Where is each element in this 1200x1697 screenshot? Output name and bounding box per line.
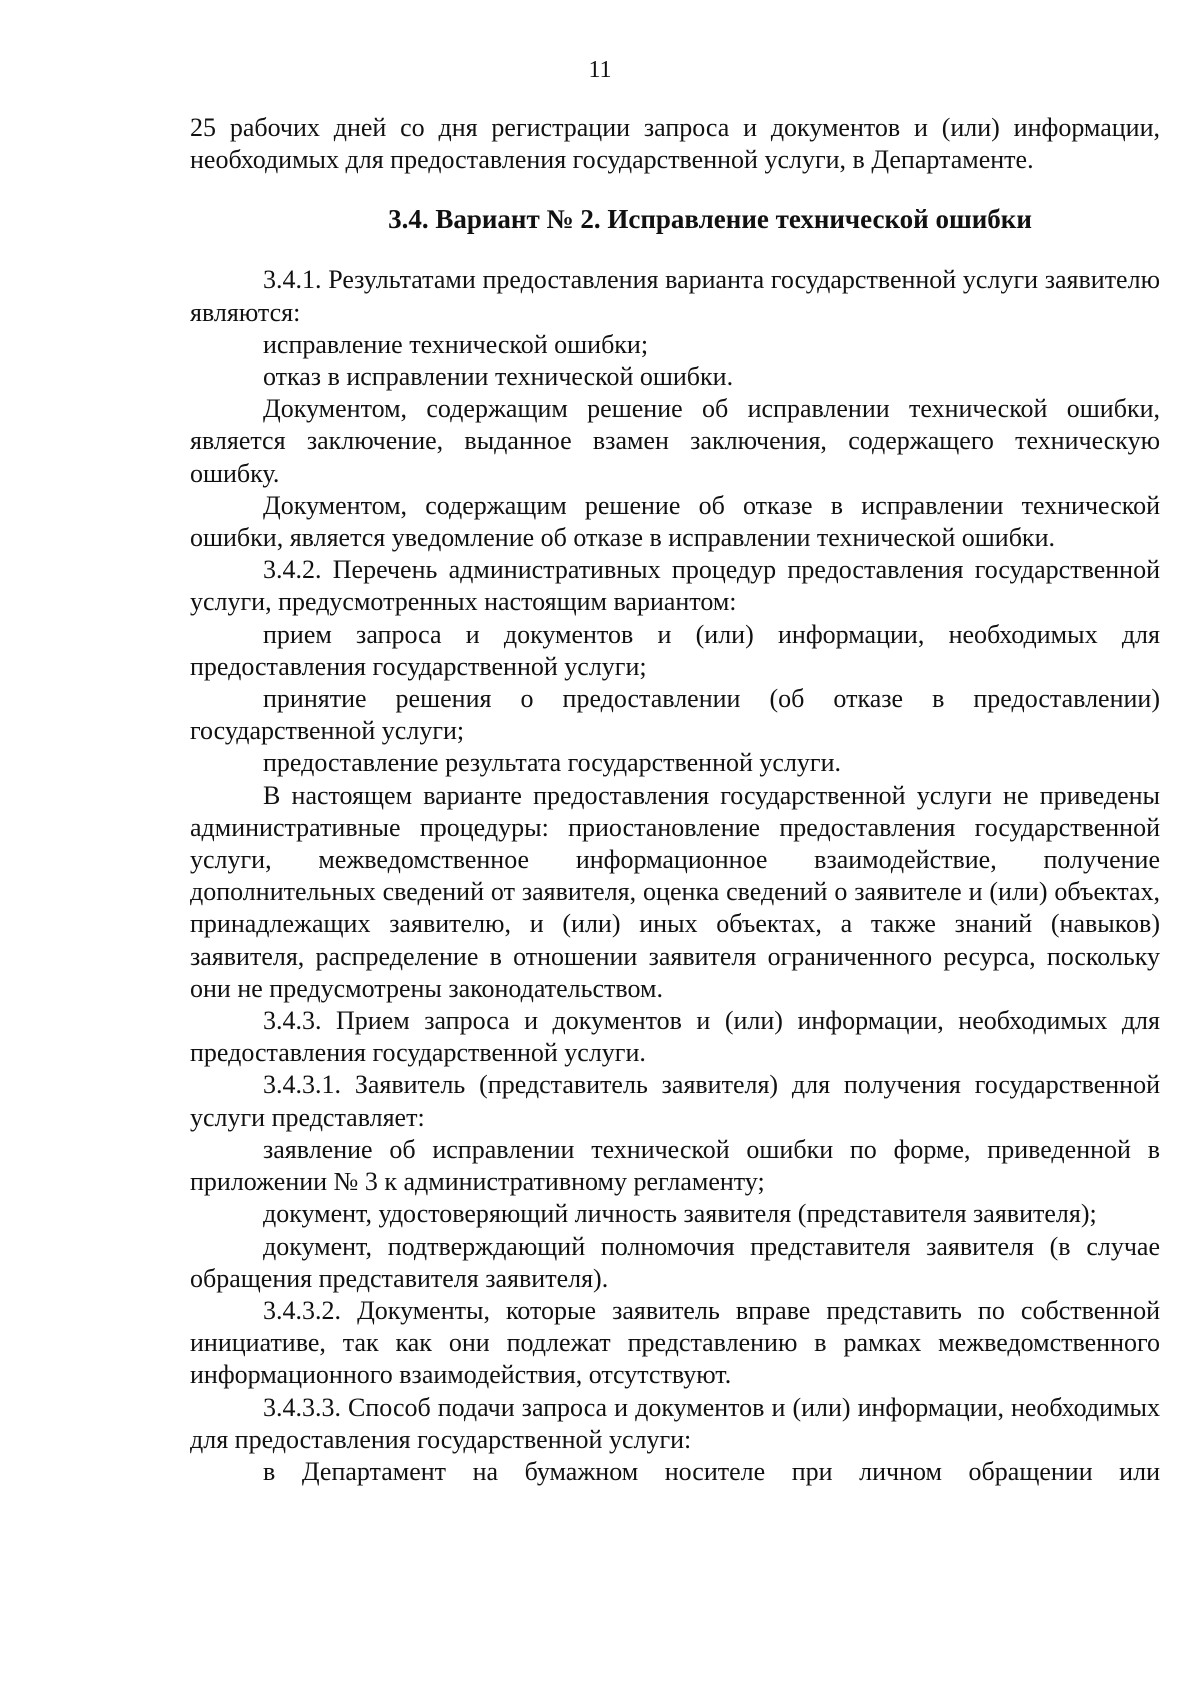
section-heading: 3.4. Вариант № 2. Исправление технической ошибки bbox=[388, 204, 1032, 235]
paragraph-3-4-3-3: 3.4.3.3. Способ подачи запроса и документов и (или) информации, необходимых для предоставления государственной услуги: bbox=[190, 1392, 1160, 1454]
paragraph-3-4-3-1: 3.4.3.1. Заявитель (представитель заявителя) для получения государственной услуги представляет: bbox=[190, 1070, 1160, 1132]
paragraph-correction-document: Документом, содержащим решение об исправлении технической ошибки, является заключение, выданное взамен заключения, содержащего техническую ошибку. bbox=[190, 394, 1160, 488]
paragraph-3-4-1: 3.4.1. Результатами предоставления варианта государственной услуги заявителю являются: bbox=[190, 265, 1160, 327]
list-item-result: предоставление результата государственной услуги. bbox=[263, 748, 842, 778]
submission-method-text: в Департамент на бумажном носителе при личном обращении или bbox=[263, 1456, 1160, 1486]
list-item-decision: принятие решения о предоставлении (об отказе в предоставлении) государственной услуги; bbox=[190, 684, 1160, 746]
list-item-refusal: отказ в исправлении технической ошибки. bbox=[263, 362, 734, 392]
paragraph-submission-method bbox=[190, 1456, 1160, 1488]
paragraph-3-4-3-2: 3.4.3.2. Документы, которые заявитель вправе представить по собственной инициативе, так как они подлежат представлению в рамках межведомственного информационного взаимодействия, отсутствуют. bbox=[190, 1295, 1160, 1390]
list-item-application: заявление об исправлении технической ошибки по форме, приведенной в приложении № 3 к административному регламенту; bbox=[190, 1134, 1160, 1197]
document-body bbox=[190, 112, 1160, 1488]
paragraph-continuation: 25 рабочих дней со дня регистрации запроса и документов и (или) информации, необходимых для предоставления государственной услуги, в Департаменте. bbox=[190, 113, 1160, 175]
paragraph-3-4-3: 3.4.3. Прием запроса и документов и (или) информации, необходимых для предоставления государственной услуги. bbox=[190, 1006, 1160, 1068]
paragraph-refusal-document: Документом, содержащим решение об отказе в исправлении технической ошибки, является уведомление об отказе в исправлении технической ошибки. bbox=[190, 490, 1160, 553]
list-item-request-intake: прием запроса и документов и (или) информации, необходимых для предоставления государственной услуги; bbox=[190, 619, 1160, 681]
paragraph-3-4-2: 3.4.2. Перечень административных процедур предоставления государственной услуги, предусмотренных настоящим вариантом: bbox=[190, 555, 1160, 617]
list-item-identity-document: документ, удостоверяющий личность заявителя (представителя заявителя); bbox=[263, 1199, 1097, 1229]
paragraph-excluded-procedures: В настоящем варианте предоставления государственной услуги не приведены административные процедуры: приостановление предоставления государственной услуги, межведомственное информационное взаимодействие, получение дополнительных сведений от заявителя, оценка сведений о заявителе и (или) объектах, принадлежащих заявителю, и (или) иных объектах, а также знаний (навыков) заявителя, распределение в отношении заявителя ограниченного ресурса, поскольку они не предусмотрены законодательством. bbox=[190, 780, 1160, 1003]
page-number: 11 bbox=[588, 57, 612, 83]
list-item-authority-document: документ, подтверждающий полномочия представителя заявителя (в случае обращения представителя заявителя). bbox=[190, 1231, 1160, 1293]
list-item-correction: исправление технической ошибки; bbox=[263, 329, 649, 359]
